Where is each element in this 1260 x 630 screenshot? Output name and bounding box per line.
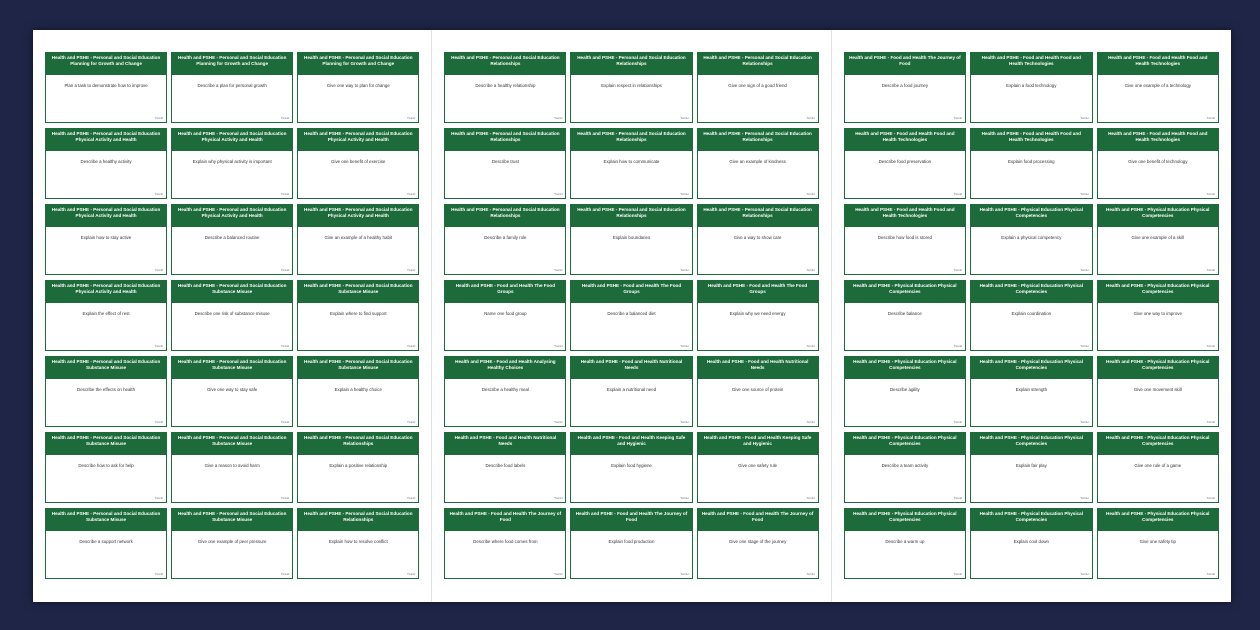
card-header: Health and PSHE - Personal and Social Education Relationships: [298, 433, 418, 455]
task-card: [844, 128, 966, 199]
card-header: Health and PSHE - Physical Education Physical Competencies: [971, 357, 1091, 379]
task-card: [570, 280, 692, 351]
task-card: [970, 52, 1092, 123]
card-footer-logo: Twinkl: [1080, 496, 1089, 500]
card-header: Health and PSHE - Personal and Social Education Substance Misuse: [298, 281, 418, 303]
card-body-text: Give one movement skill: [1133, 387, 1182, 392]
task-card: [1097, 280, 1219, 351]
card-header: Health and PSHE - Personal and Social Education Relationships: [445, 129, 565, 151]
card-header: Health and PSHE - Personal and Social Education Planning for Growth and Change: [172, 53, 292, 75]
card-header: Health and PSHE - Personal and Social Education Substance Misuse: [172, 281, 292, 303]
task-card: [444, 280, 566, 351]
card-header: Health and PSHE - Physical Education Physical Competencies: [845, 509, 965, 531]
card-body-text: Describe a healthy meal: [481, 387, 529, 392]
card-body-text: Give one sign of a good friend: [728, 83, 787, 88]
card-footer-logo: Twinkl: [680, 116, 689, 120]
card-header: Health and PSHE - Food and Health The Food Groups: [571, 281, 691, 303]
card-footer-logo: Twinkl: [1080, 192, 1089, 196]
card-footer-logo: Twinkl: [1206, 344, 1215, 348]
card-footer-logo: Twinkl: [406, 496, 416, 500]
card-body-text: Explain why physical activity is important: [192, 159, 272, 164]
card-body-text: Explain why we need energy: [729, 311, 786, 316]
card-footer-logo: Twinkl: [953, 420, 963, 424]
card-header: Health and PSHE - Personal and Social Education Relationships: [445, 53, 565, 75]
card-body-text: Give one example of a skill: [1131, 235, 1184, 240]
task-card: [1097, 356, 1219, 427]
card-footer-logo: Twinkl: [280, 192, 290, 196]
card-footer-logo: Twinkl: [953, 268, 963, 272]
task-card: [570, 432, 692, 503]
task-card: [444, 432, 566, 503]
task-card: [570, 52, 692, 123]
document-spread: [33, 30, 1231, 602]
card-body-text: Give an example of a healthy habit: [324, 235, 393, 240]
card-header: Health and PSHE - Personal and Social Education Physical Activity and Health: [172, 129, 292, 151]
card-header: Health and PSHE - Personal and Social Education Planning for Growth and Change: [298, 53, 418, 75]
card-body-text: Give one safety rule: [738, 463, 778, 468]
card-header: Health and PSHE - Food and Health The Journey of Food: [698, 509, 818, 531]
card-footer-logo: Twinkl: [554, 572, 563, 576]
card-footer-logo: Twinkl: [1080, 268, 1089, 272]
card-header: Health and PSHE - Personal and Social Education Relationships: [698, 205, 818, 227]
card-body-text: Explain a physical competency: [1001, 235, 1062, 240]
task-card: [444, 52, 566, 123]
card-footer-logo: Twinkl: [1080, 344, 1089, 348]
card-body-text: Describe how to ask for help: [78, 463, 134, 468]
card-footer-logo: Twinkl: [154, 420, 164, 424]
card-header: Health and PSHE - Physical Education Physical Competencies: [971, 281, 1091, 303]
task-card: [45, 52, 167, 123]
task-card: [45, 280, 167, 351]
card-header: Health and PSHE - Personal and Social Education Physical Activity and Health: [172, 205, 292, 227]
card-footer-logo: Twinkl: [406, 420, 416, 424]
card-header: Health and PSHE - Personal and Social Education Relationships: [571, 205, 691, 227]
card-body-text: Describe food labels: [485, 463, 526, 468]
card-body-text: Explain boundaries: [612, 235, 651, 240]
card-body-text: Describe a healthy activity: [80, 159, 132, 164]
card-header: Health and PSHE - Personal and Social Education Substance Misuse: [46, 509, 166, 531]
card-footer-logo: Twinkl: [554, 116, 563, 120]
card-body-text: Give one stage of the journey: [728, 539, 787, 544]
card-body-text: Describe agility: [889, 387, 920, 392]
task-card: [297, 508, 419, 579]
card-body-text: Explain food hygiene: [611, 463, 652, 468]
card-body-text: Explain strength: [1015, 387, 1048, 392]
card-body-text: Give one benefit of technology: [1128, 159, 1188, 164]
task-card: [570, 508, 692, 579]
task-card: [45, 204, 167, 275]
card-body-text: Give one way to plan for change: [326, 83, 390, 88]
card-body-text: Give a way to show care: [733, 235, 782, 240]
card-header: Health and PSHE - Physical Education Physical Competencies: [1098, 357, 1218, 379]
task-card: [297, 432, 419, 503]
card-body-text: Explain a food technology: [1006, 83, 1057, 88]
card-footer-logo: Twinkl: [280, 344, 290, 348]
card-body-text: Explain how to stay active: [80, 235, 132, 240]
card-header: Health and PSHE - Food and Health The Journey of Food: [845, 53, 965, 75]
task-card: [970, 432, 1092, 503]
card-body-text: Describe a plan for personal growth: [197, 83, 267, 88]
task-card: [844, 204, 966, 275]
card-header: Health and PSHE - Personal and Social Education Physical Activity and Health: [46, 281, 166, 303]
card-header: Health and PSHE - Food and Health The Food Groups: [698, 281, 818, 303]
card-body-text: Give one rule of a game: [1134, 463, 1182, 468]
task-card: [171, 356, 293, 427]
card-footer-logo: Twinkl: [953, 496, 963, 500]
task-card: [970, 128, 1092, 199]
card-body-text: Describe a food journey: [881, 83, 929, 88]
card-header: Health and PSHE - Physical Education Physical Competencies: [1098, 205, 1218, 227]
card-body-text: Give one way to improve: [1133, 311, 1182, 316]
card-footer-logo: Twinkl: [953, 344, 963, 348]
card-footer-logo: Twinkl: [806, 420, 815, 424]
task-card: [697, 280, 819, 351]
card-header: Health and PSHE - Food and Health The Journey of Food: [445, 509, 565, 531]
card-footer-logo: Twinkl: [406, 116, 416, 120]
card-body-text: Give one way to stay safe: [207, 387, 258, 392]
card-header: Health and PSHE - Food and Health The Journey of Food: [571, 509, 691, 531]
card-header: Health and PSHE - Personal and Social Education Substance Misuse: [172, 357, 292, 379]
task-card: [1097, 128, 1219, 199]
card-header: Health and PSHE - Physical Education Physical Competencies: [845, 357, 965, 379]
card-body-text: Describe one risk of substance misuse: [194, 311, 270, 316]
card-footer-logo: Twinkl: [280, 268, 290, 272]
card-header: Health and PSHE - Physical Education Physical Competencies: [845, 281, 965, 303]
task-card: [45, 508, 167, 579]
task-card: [45, 356, 167, 427]
page-3: [832, 30, 1231, 602]
card-footer-logo: Twinkl: [280, 496, 290, 500]
card-header: Health and PSHE - Food and Health Nutritional Needs: [445, 433, 565, 455]
card-body-text: Describe a team activity: [881, 463, 929, 468]
card-footer-logo: Twinkl: [554, 496, 563, 500]
task-card: [697, 52, 819, 123]
card-body-text: Describe balance: [887, 311, 922, 316]
card-body-text: Explain cool down: [1013, 539, 1050, 544]
card-body-text: Explain a healthy choice: [334, 387, 382, 392]
card-body-text: Describe a balanced diet: [607, 311, 656, 316]
card-header: Health and PSHE - Physical Education Physical Competencies: [1098, 281, 1218, 303]
card-header: Health and PSHE - Personal and Social Education Physical Activity and Health: [298, 129, 418, 151]
card-header: Health and PSHE - Food and Health Food and Health Technologies: [1098, 129, 1218, 151]
card-body-text: Explain how to resolve conflict: [328, 539, 388, 544]
task-card: [444, 508, 566, 579]
task-card: [444, 128, 566, 199]
task-card: [297, 356, 419, 427]
task-card: [1097, 508, 1219, 579]
task-card: [570, 128, 692, 199]
task-card: [171, 128, 293, 199]
card-footer-logo: Twinkl: [554, 268, 563, 272]
card-body-text: Describe food preservation: [878, 159, 932, 164]
card-footer-logo: Twinkl: [280, 420, 290, 424]
card-footer-logo: Twinkl: [806, 116, 815, 120]
task-card: [1097, 432, 1219, 503]
task-card: [844, 356, 966, 427]
task-card: [844, 52, 966, 123]
card-footer-logo: Twinkl: [1206, 420, 1215, 424]
card-footer-logo: Twinkl: [154, 344, 164, 348]
card-body-text: Give an example of kindness: [729, 159, 786, 164]
task-card: [697, 204, 819, 275]
task-card: [171, 52, 293, 123]
card-body-text: Describe a healthy relationship: [475, 83, 536, 88]
card-body-text: Explain a nutritional need: [606, 387, 657, 392]
task-card: [297, 280, 419, 351]
card-body-text: Give one example of peer pressure: [197, 539, 267, 544]
card-header: Health and PSHE - Food and Health Food and Health Technologies: [971, 129, 1091, 151]
task-card: [844, 508, 966, 579]
card-footer-logo: Twinkl: [806, 344, 815, 348]
task-card: [970, 204, 1092, 275]
card-header: Health and PSHE - Personal and Social Education Relationships: [571, 53, 691, 75]
card-footer-logo: Twinkl: [806, 496, 815, 500]
card-footer-logo: Twinkl: [1206, 116, 1215, 120]
task-card: [297, 128, 419, 199]
card-body-text: Explain a positive relationship: [329, 463, 388, 468]
card-footer-logo: Twinkl: [1206, 496, 1215, 500]
card-body-text: Describe trust: [491, 159, 519, 164]
card-footer-logo: Twinkl: [406, 192, 416, 196]
card-header: Health and PSHE - Food and Health Food and Health Technologies: [1098, 53, 1218, 75]
card-body-text: Describe a warm up: [885, 539, 925, 544]
card-header: Health and PSHE - Physical Education Physical Competencies: [971, 205, 1091, 227]
task-card: [171, 280, 293, 351]
card-header: Health and PSHE - Food and Health Keeping Safe and Hygienic: [571, 433, 691, 455]
card-footer-logo: Twinkl: [680, 192, 689, 196]
task-card: [297, 204, 419, 275]
card-footer-logo: Twinkl: [1080, 572, 1089, 576]
card-header: Health and PSHE - Food and Health Keeping Safe and Hygienic: [698, 433, 818, 455]
card-body-text: Explain fair play: [1015, 463, 1047, 468]
task-card: [444, 204, 566, 275]
card-header: Health and PSHE - Personal and Social Education Relationships: [698, 53, 818, 75]
task-card: [697, 432, 819, 503]
card-footer-logo: Twinkl: [680, 572, 689, 576]
card-header: Health and PSHE - Personal and Social Education Substance Misuse: [172, 433, 292, 455]
card-footer-logo: Twinkl: [806, 268, 815, 272]
card-header: Health and PSHE - Personal and Social Education Substance Misuse: [298, 357, 418, 379]
card-footer-logo: Twinkl: [680, 344, 689, 348]
card-body-text: Give one safety tip: [1139, 539, 1176, 544]
task-card: [970, 508, 1092, 579]
card-body-text: Name one food group: [484, 311, 527, 316]
task-card: [970, 280, 1092, 351]
card-footer-logo: Twinkl: [280, 116, 290, 120]
card-body-text: Explain how to communicate: [603, 159, 660, 164]
card-footer-logo: Twinkl: [680, 496, 689, 500]
task-card: [1097, 52, 1219, 123]
card-footer-logo: Twinkl: [154, 572, 164, 576]
card-body-text: Explain coordination: [1011, 311, 1052, 316]
card-header: Health and PSHE - Personal and Social Education Planning for Growth and Change: [46, 53, 166, 75]
card-footer-logo: Twinkl: [1080, 420, 1089, 424]
card-footer-logo: Twinkl: [806, 192, 815, 196]
card-header: Health and PSHE - Personal and Social Education Substance Misuse: [46, 357, 166, 379]
task-card: [570, 356, 692, 427]
card-header: Health and PSHE - Personal and Social Education Physical Activity and Health: [46, 205, 166, 227]
task-card: [970, 356, 1092, 427]
card-header: Health and PSHE - Physical Education Physical Competencies: [971, 433, 1091, 455]
card-body-text: Describe a balanced routine: [204, 235, 260, 240]
task-card: [697, 356, 819, 427]
task-card: [297, 52, 419, 123]
card-footer-logo: Twinkl: [1206, 572, 1215, 576]
card-footer-logo: Twinkl: [806, 572, 815, 576]
card-footer-logo: Twinkl: [1206, 268, 1215, 272]
card-body-text: Give one source of protein: [731, 387, 784, 392]
card-body-text: Give one benefit of exercise: [331, 159, 386, 164]
page-2: [432, 30, 831, 602]
card-body-text: Plan a task to demonstrate how to improve: [64, 83, 148, 88]
card-header: Health and PSHE - Food and Health The Food Groups: [445, 281, 565, 303]
card-body-text: Give a reason to avoid harm: [204, 463, 260, 468]
card-footer-logo: Twinkl: [953, 116, 963, 120]
card-header: Health and PSHE - Food and Health Food and Health Technologies: [971, 53, 1091, 75]
card-body-text: Describe how food is stored: [877, 235, 932, 240]
card-body-text: Explain respect in relationships: [601, 83, 662, 88]
task-card: [171, 432, 293, 503]
card-footer-logo: Twinkl: [680, 268, 689, 272]
card-body-text: Explain the effect of rest: [82, 311, 130, 316]
card-header: Health and PSHE - Food and Health Nutritional Needs: [698, 357, 818, 379]
card-footer-logo: Twinkl: [280, 572, 290, 576]
card-footer-logo: Twinkl: [554, 420, 563, 424]
task-card: [844, 432, 966, 503]
card-header: Health and PSHE - Physical Education Physical Competencies: [971, 509, 1091, 531]
task-card: [844, 280, 966, 351]
card-footer-logo: Twinkl: [154, 192, 164, 196]
card-footer-logo: Twinkl: [406, 344, 416, 348]
card-header: Health and PSHE - Personal and Social Education Relationships: [698, 129, 818, 151]
card-footer-logo: Twinkl: [406, 268, 416, 272]
task-card: [171, 508, 293, 579]
task-card: [697, 508, 819, 579]
card-footer-logo: Twinkl: [680, 420, 689, 424]
card-footer-logo: Twinkl: [953, 192, 963, 196]
card-header: Health and PSHE - Physical Education Physical Competencies: [1098, 509, 1218, 531]
card-header: Health and PSHE - Personal and Social Education Relationships: [298, 509, 418, 531]
task-card: [171, 204, 293, 275]
card-header: Health and PSHE - Personal and Social Education Substance Misuse: [46, 433, 166, 455]
task-card: [570, 204, 692, 275]
card-header: Health and PSHE - Food and Health Analysing Healthy Choices: [445, 357, 565, 379]
card-body-text: Explain where to find support: [329, 311, 387, 316]
card-header: Health and PSHE - Food and Health Nutritional Needs: [571, 357, 691, 379]
card-header: Health and PSHE - Physical Education Physical Competencies: [845, 433, 965, 455]
card-body-text: Describe a support network: [79, 539, 133, 544]
card-header: Health and PSHE - Food and Health Food and Health Technologies: [845, 205, 965, 227]
card-footer-logo: Twinkl: [554, 192, 563, 196]
card-header: Health and PSHE - Personal and Social Education Physical Activity and Health: [298, 205, 418, 227]
card-header: Health and PSHE - Personal and Social Education Relationships: [571, 129, 691, 151]
card-footer-logo: Twinkl: [154, 116, 164, 120]
task-card: [1097, 204, 1219, 275]
card-header: Health and PSHE - Personal and Social Education Substance Misuse: [172, 509, 292, 531]
card-header: Health and PSHE - Personal and Social Education Relationships: [445, 205, 565, 227]
card-footer-logo: Twinkl: [554, 344, 563, 348]
card-header: Health and PSHE - Physical Education Physical Competencies: [1098, 433, 1218, 455]
card-footer-logo: Twinkl: [953, 572, 963, 576]
card-footer-logo: Twinkl: [154, 268, 164, 272]
card-body-text: Describe the effects on health: [77, 387, 136, 392]
card-footer-logo: Twinkl: [406, 572, 416, 576]
card-body-text: Give one example of a technology: [1124, 83, 1191, 88]
card-body-text: Explain food production: [608, 539, 655, 544]
card-header: Health and PSHE - Food and Health Food and Health Technologies: [845, 129, 965, 151]
card-body-text: Describe a family role: [484, 235, 527, 240]
card-header: Health and PSHE - Personal and Social Education Physical Activity and Health: [46, 129, 166, 151]
card-footer-logo: Twinkl: [154, 496, 164, 500]
page-1: [33, 30, 432, 602]
card-body-text: Describe where food comes from: [473, 539, 538, 544]
card-body-text: Explain food processing: [1008, 159, 1055, 164]
card-footer-logo: Twinkl: [1206, 192, 1215, 196]
task-card: [697, 128, 819, 199]
task-card: [45, 432, 167, 503]
task-card: [45, 128, 167, 199]
card-footer-logo: Twinkl: [1080, 116, 1089, 120]
task-card: [444, 356, 566, 427]
